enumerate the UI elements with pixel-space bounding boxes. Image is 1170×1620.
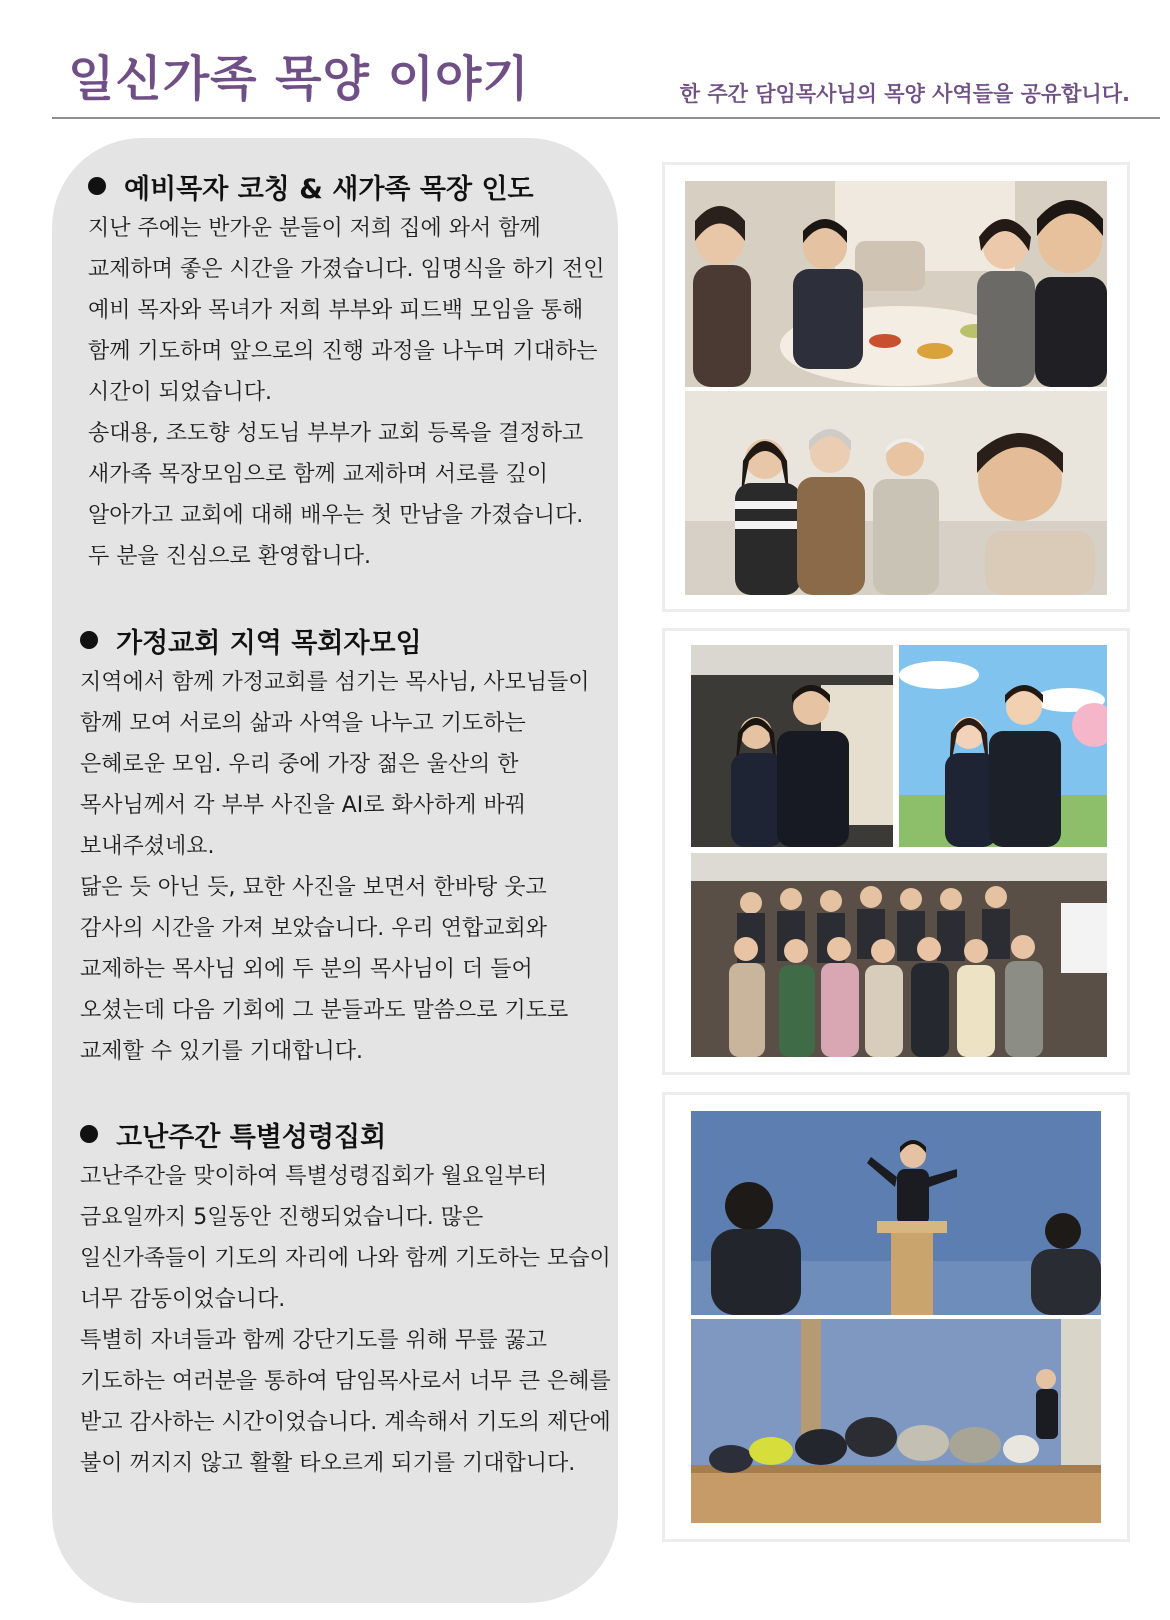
section-3 bbox=[80, 1114, 616, 1484]
section-2-title: 가정교회 지역 목회자모임 bbox=[116, 627, 422, 659]
section-1-paragraph-2: 송대용, 조도향 성도님 부부가 교회 등록을 결정하고 새가족 목장모임으로 함께 교제하며 서로를 깊이 알아가고 교회에 대해 배우는 첫 만남을 가졌습니다. 두 분을 진심으로 환영합니다. bbox=[88, 421, 584, 569]
header-rule bbox=[52, 117, 1160, 119]
photo-couple-ai bbox=[899, 645, 1107, 847]
page-subtitle: 한 주간 담임목사님의 목양 사역들을 공유합니다. bbox=[679, 82, 1130, 106]
section-3-title: 고난주간 특별성령집회 bbox=[116, 1121, 387, 1153]
bullet-icon bbox=[88, 177, 106, 195]
section-1-body bbox=[88, 208, 608, 577]
section-2-paragraph-1: 지역에서 함께 가정교회를 섬기는 목사님, 사모님들이 함께 모여 서로의 삶과 사역을 나누고 기도하는 은혜로운 모임. 우리 중에 가장 젊은 울산의 한 목사님께서 각 부부 사진을 AI로 화사하게 바꿔 보내주셨네요. bbox=[80, 670, 590, 859]
section-3-paragraph-2: 특별히 자녀들과 함께 강단기도를 위해 무릎 꿇고 기도하는 여러분을 통하여 담임목사로서 너무 큰 은혜를 받고 감사하는 시간이었습니다. 계속해서 기도의 제단에 불이 꺼지지 않고 활활 타오르게 되기를 기대합니다. bbox=[80, 1328, 611, 1476]
photo-pastors-group bbox=[691, 853, 1107, 1057]
photo-frame-2 bbox=[662, 628, 1130, 1075]
section-2-body bbox=[80, 662, 616, 1072]
page-title: 일신가족 목양 이야기 bbox=[68, 51, 530, 107]
section-2-paragraph-2: 닮은 듯 아닌 듯, 묘한 사진을 보면서 한바탕 웃고 감사의 시간을 가져 보았습니다. 우리 연합교회와 교제하는 목사님 외에 두 분의 목사님이 더 들어 오셨는데 다음 기회에 그 분들과도 말씀으로 기도로 교제할 수 있기를 기대합니다. bbox=[80, 875, 569, 1064]
bullet-icon bbox=[80, 631, 98, 649]
section-3-heading bbox=[80, 1114, 616, 1154]
section-2 bbox=[80, 620, 616, 1072]
photo-couple-real bbox=[691, 645, 893, 847]
section-3-paragraph-1: 고난주간을 맞이하여 특별성령집회가 월요일부터 금요일까지 5일동안 진행되었습니다. 많은 일신가족들이 기도의 자리에 나와 함께 기도하는 모습이 너무 감동이었습니다. bbox=[80, 1164, 611, 1312]
section-2-heading bbox=[80, 620, 616, 660]
photo-dinner-gathering bbox=[685, 181, 1107, 387]
section-1 bbox=[88, 166, 608, 577]
photo-kneeling-prayer bbox=[691, 1319, 1101, 1523]
section-1-heading bbox=[88, 166, 608, 206]
section-1-paragraph-1: 지난 주에는 반가운 분들이 저희 집에 와서 함께 교제하며 좋은 시간을 가졌습니다. 임명식을 하기 전인 예비 목자와 목녀가 저희 부부와 피드백 모임을 통해 함께 기도하며 앞으로의 진행 과정을 나누며 기대하는 시간이 되었습니다. bbox=[88, 216, 605, 405]
photo-new-family bbox=[685, 391, 1107, 595]
bullet-icon bbox=[80, 1125, 98, 1143]
photo-frame-3 bbox=[662, 1092, 1130, 1542]
section-3-body bbox=[80, 1156, 616, 1484]
section-1-title: 예비목자 코칭 & 새가족 목장 인도 bbox=[124, 173, 534, 205]
photo-frame-1 bbox=[662, 162, 1130, 612]
photo-preaching bbox=[691, 1111, 1101, 1315]
